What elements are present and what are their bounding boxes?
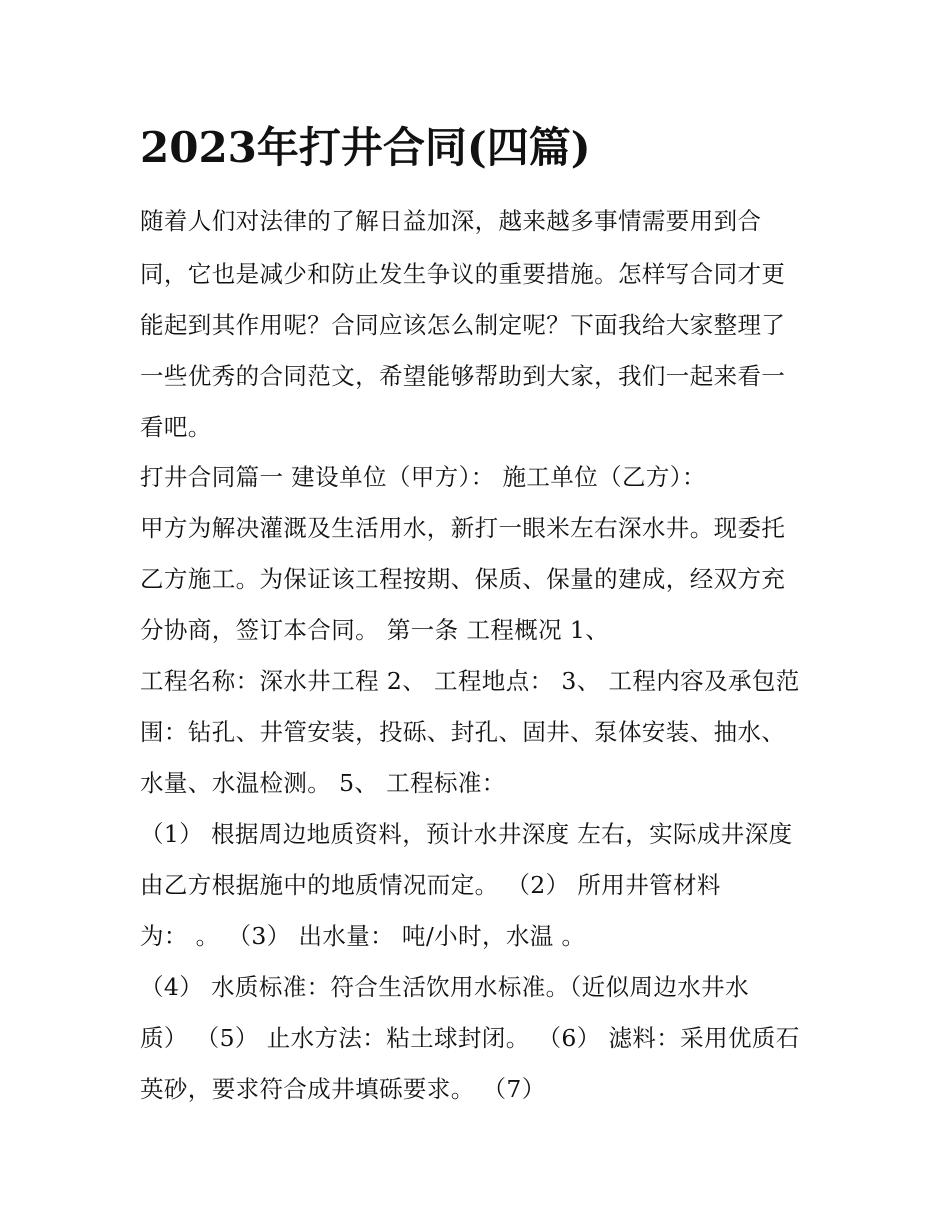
paragraph-line: 分协商，签订本合同。 第一条 工程概况 1、 xyxy=(140,616,610,644)
paragraph-line: 围：钻孔、井管安装，投砾、封孔、固井、泵体安装、抽水、 xyxy=(140,718,786,746)
paragraph-line: 水量、水温检测。 5、 工程标准： xyxy=(140,769,506,797)
contract-heading-line: 打井合同篇一 建设单位（甲方）： 施工单位（乙方）： xyxy=(140,463,706,491)
paragraph-line: （1） 根据周边地质资料，预计水井深度 左右，实际成井深度 xyxy=(140,820,793,848)
paragraph-line: 工程名称：深水井工程 2、 工程地点： 3、 工程内容及承包范 xyxy=(140,667,800,695)
paragraph-line: 一些优秀的合同范文，希望能够帮助到大家，我们一起来看一 xyxy=(140,362,786,390)
paragraph-line: 质） （5） 止水方法：粘土球封闭。 （6） 滤料：采用优质石 xyxy=(140,1024,800,1052)
paragraph-line: 甲方为解决灌溉及生活用水，新打一眼米左右深水井。现委托 xyxy=(140,514,786,542)
paragraph-line: 随着人们对法律的了解日益加深，越来越多事情需要用到合 xyxy=(140,207,762,235)
paragraph-line: 由乙方根据施中的地质情况而定。 （2） 所用井管材料 xyxy=(140,871,721,899)
paragraph-line: 看吧。 xyxy=(140,413,212,441)
paragraph-line: 同，它也是减少和防止发生争议的重要措施。怎样写合同才更 xyxy=(140,260,786,288)
paragraph-line: 为： 。 （3） 出水量： 吨/小时，水温 。 xyxy=(140,922,586,950)
document-title: 2023年打井合同(四篇) xyxy=(140,123,591,172)
paragraph-line: 能起到其作用呢？合同应该怎么制定呢？下面我给大家整理了 xyxy=(140,311,786,339)
paragraph-line: （4） 水质标准：符合生活饮用水标准。（近似周边水井水 xyxy=(140,973,749,1001)
paragraph-line: 乙方施工。为保证该工程按期、保质、保量的建成，经双方充 xyxy=(140,565,786,593)
paragraph-line: 英砂，要求符合成井填砾要求。 （7） xyxy=(140,1075,546,1103)
